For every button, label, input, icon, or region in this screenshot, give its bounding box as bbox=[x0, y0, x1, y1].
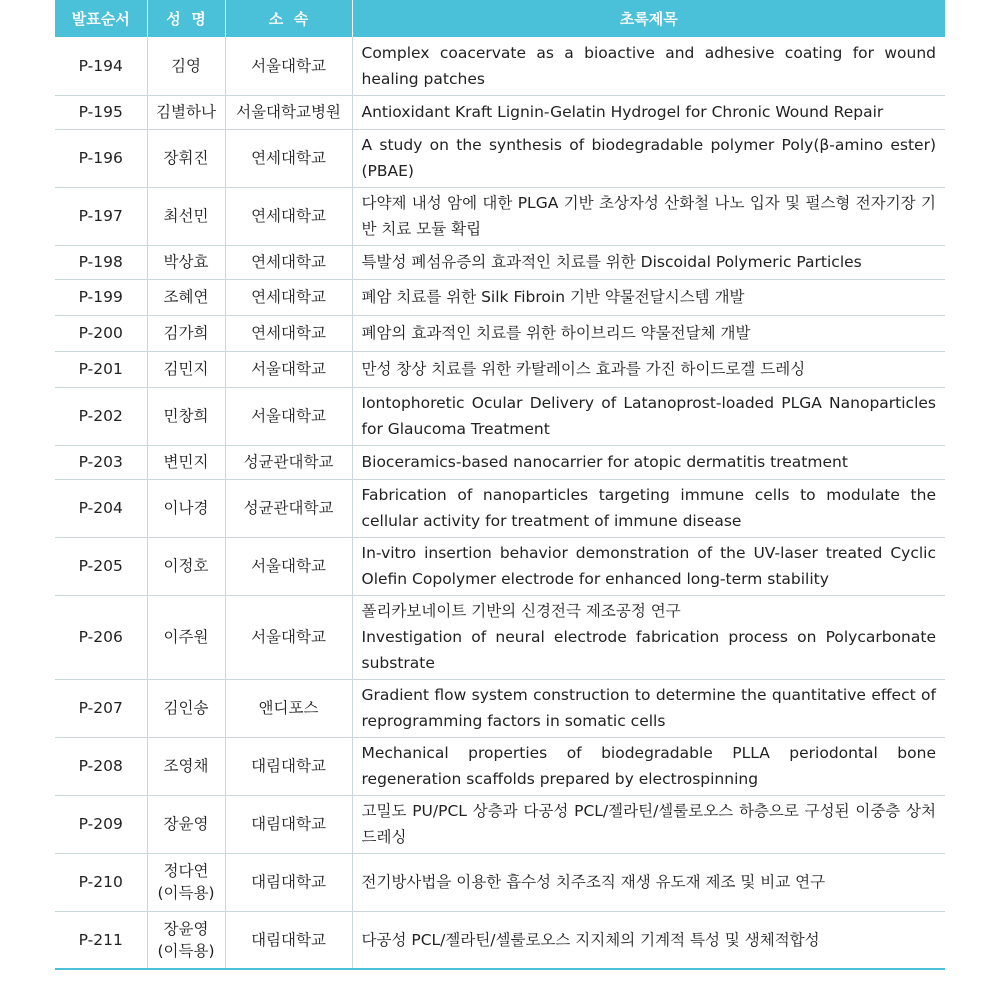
presentation-number: P-208 bbox=[55, 737, 147, 795]
presenter-name: 조혜연 bbox=[147, 279, 225, 315]
header-title: 초록제목 bbox=[352, 0, 945, 37]
presentation-number: P-205 bbox=[55, 537, 147, 595]
affiliation: 서울대학교 bbox=[225, 37, 352, 95]
presentation-number: P-206 bbox=[55, 595, 147, 679]
table-row bbox=[55, 795, 945, 853]
presenter-name: 장휘진 bbox=[147, 129, 225, 187]
presenter-name: 김영 bbox=[147, 37, 225, 95]
presenter-name: 김민지 bbox=[147, 351, 225, 387]
table-row bbox=[55, 129, 945, 187]
header-row bbox=[55, 0, 945, 37]
affiliation: 서울대학교 bbox=[225, 537, 352, 595]
affiliation: 연세대학교 bbox=[225, 245, 352, 279]
abstract-title: Mechanical properties of biodegradable PLLA periodontal bone regeneration scaffolds prepared by electrospinning bbox=[352, 737, 945, 795]
header-org: 소 속 bbox=[225, 0, 352, 37]
abstract-title-korean: 폴리카보네이트 기반의 신경전극 제조공정 연구 bbox=[361, 602, 681, 620]
presenter-name: 이나경 bbox=[147, 479, 225, 537]
presentation-number: P-202 bbox=[55, 387, 147, 445]
table-header bbox=[55, 0, 945, 37]
presentation-number: P-196 bbox=[55, 129, 147, 187]
presenter-name-primary: 장윤영 bbox=[163, 919, 209, 938]
abstract-title: Complex coacervate as a bioactive and adhesive coating for wound healing patches bbox=[352, 37, 945, 95]
presenter-name-primary: 정다연 bbox=[163, 862, 209, 880]
presenter-name-advisor: (이득용) bbox=[157, 941, 215, 960]
abstract-title: Iontophoretic Ocular Delivery of Latanoprost-loaded PLGA Nanoparticles for Glaucoma Treatment bbox=[352, 387, 945, 445]
presenter-name-advisor: (이득용) bbox=[157, 884, 215, 902]
presentation-number: P-195 bbox=[55, 95, 147, 129]
table-row bbox=[55, 351, 945, 387]
table-row bbox=[55, 911, 945, 969]
presentation-number: P-198 bbox=[55, 245, 147, 279]
table-row bbox=[55, 853, 945, 911]
presenter-name bbox=[147, 853, 225, 911]
table-row bbox=[55, 595, 945, 679]
presentation-number: P-197 bbox=[55, 187, 147, 245]
presentation-number: P-211 bbox=[55, 911, 147, 969]
abstract-title: 폐암 치료를 위한 Silk Fibroin 기반 약물전달시스템 개발 bbox=[352, 279, 945, 315]
affiliation: 대림대학교 bbox=[225, 795, 352, 853]
abstract-title: Antioxidant Kraft Lignin-Gelatin Hydrogel for Chronic Wound Repair bbox=[352, 95, 945, 129]
affiliation: 연세대학교 bbox=[225, 187, 352, 245]
table-row bbox=[55, 537, 945, 595]
abstract-title: 폐암의 효과적인 치료를 위한 하이브리드 약물전달체 개발 bbox=[352, 315, 945, 351]
affiliation: 대림대학교 bbox=[225, 737, 352, 795]
presenter-name: 조영채 bbox=[147, 737, 225, 795]
table-row bbox=[55, 737, 945, 795]
presenter-name: 이주원 bbox=[147, 595, 225, 679]
abstract-title: Fabrication of nanoparticles targeting immune cells to modulate the cellular activity for treatment of immune disease bbox=[352, 479, 945, 537]
abstract-title: 고밀도 PU/PCL 상층과 다공성 PCL/젤라틴/셀룰로오스 하층으로 구성된 이중층 상처드레싱 bbox=[352, 795, 945, 853]
affiliation: 대림대학교 bbox=[225, 853, 352, 911]
abstract-title: Bioceramics-based nanocarrier for atopic dermatitis treatment bbox=[352, 445, 945, 479]
presenter-name bbox=[147, 911, 225, 969]
table-body bbox=[55, 37, 945, 969]
affiliation: 서울대학교 bbox=[225, 387, 352, 445]
affiliation: 연세대학교 bbox=[225, 129, 352, 187]
presentation-number: P-209 bbox=[55, 795, 147, 853]
abstract-title-english: Investigation of neural electrode fabrication process on Polycarbonate substrate bbox=[361, 628, 936, 672]
abstract-table bbox=[55, 0, 945, 970]
presentation-number: P-201 bbox=[55, 351, 147, 387]
presentation-number: P-207 bbox=[55, 679, 147, 737]
table-row bbox=[55, 187, 945, 245]
header-name: 성 명 bbox=[147, 0, 225, 37]
affiliation: 대림대학교 bbox=[225, 911, 352, 969]
table-row bbox=[55, 95, 945, 129]
presenter-name: 변민지 bbox=[147, 445, 225, 479]
presenter-name: 박상효 bbox=[147, 245, 225, 279]
presentation-number: P-210 bbox=[55, 853, 147, 911]
header-number: 발표순서 bbox=[55, 0, 147, 37]
abstract-title: A study on the synthesis of biodegradable polymer Poly(β-amino ester) (PBAE) bbox=[352, 129, 945, 187]
presentation-number: P-204 bbox=[55, 479, 147, 537]
presenter-name: 김가희 bbox=[147, 315, 225, 351]
presenter-name: 민창희 bbox=[147, 387, 225, 445]
abstract-title: 다약제 내성 암에 대한 PLGA 기반 초상자성 산화철 나노 입자 및 펄스형 전자기장 기반 치료 모듈 확립 bbox=[352, 187, 945, 245]
table-row bbox=[55, 315, 945, 351]
abstract-title bbox=[352, 595, 945, 679]
affiliation: 앤디포스 bbox=[225, 679, 352, 737]
abstract-title: 다공성 PCL/젤라틴/셀룰로오스 지지체의 기계적 특성 및 생체적합성 bbox=[352, 911, 945, 969]
abstract-title: Gradient flow system construction to determine the quantitative effect of reprogramming factors in somatic cells bbox=[352, 679, 945, 737]
table-row bbox=[55, 445, 945, 479]
presenter-name: 최선민 bbox=[147, 187, 225, 245]
table-row bbox=[55, 679, 945, 737]
affiliation: 성균관대학교 bbox=[225, 479, 352, 537]
presentation-number: P-203 bbox=[55, 445, 147, 479]
affiliation: 성균관대학교 bbox=[225, 445, 352, 479]
abstract-title: In-vitro insertion behavior demonstration of the UV-laser treated Cyclic Olefin Copolymer electrode for enhanced long-term stability bbox=[352, 537, 945, 595]
presentation-number: P-194 bbox=[55, 37, 147, 95]
abstract-title: 전기방사법을 이용한 흡수성 치주조직 재생 유도재 제조 및 비교 연구 bbox=[352, 853, 945, 911]
affiliation: 서울대학교병원 bbox=[225, 95, 352, 129]
affiliation: 연세대학교 bbox=[225, 315, 352, 351]
table-row bbox=[55, 279, 945, 315]
affiliation: 서울대학교 bbox=[225, 595, 352, 679]
presentation-number: P-199 bbox=[55, 279, 147, 315]
abstract-title: 만성 창상 치료를 위한 카탈레이스 효과를 가진 하이드로겔 드레싱 bbox=[352, 351, 945, 387]
affiliation: 서울대학교 bbox=[225, 351, 352, 387]
affiliation: 연세대학교 bbox=[225, 279, 352, 315]
table-row bbox=[55, 245, 945, 279]
presenter-name: 장윤영 bbox=[147, 795, 225, 853]
presenter-name: 김인송 bbox=[147, 679, 225, 737]
table-row bbox=[55, 387, 945, 445]
presenter-name: 이정호 bbox=[147, 537, 225, 595]
table-row bbox=[55, 37, 945, 95]
table-row bbox=[55, 479, 945, 537]
presenter-name: 김별하나 bbox=[147, 95, 225, 129]
abstract-title: 특발성 폐섬유증의 효과적인 치료를 위한 Discoidal Polymeric Particles bbox=[352, 245, 945, 279]
presentation-number: P-200 bbox=[55, 315, 147, 351]
